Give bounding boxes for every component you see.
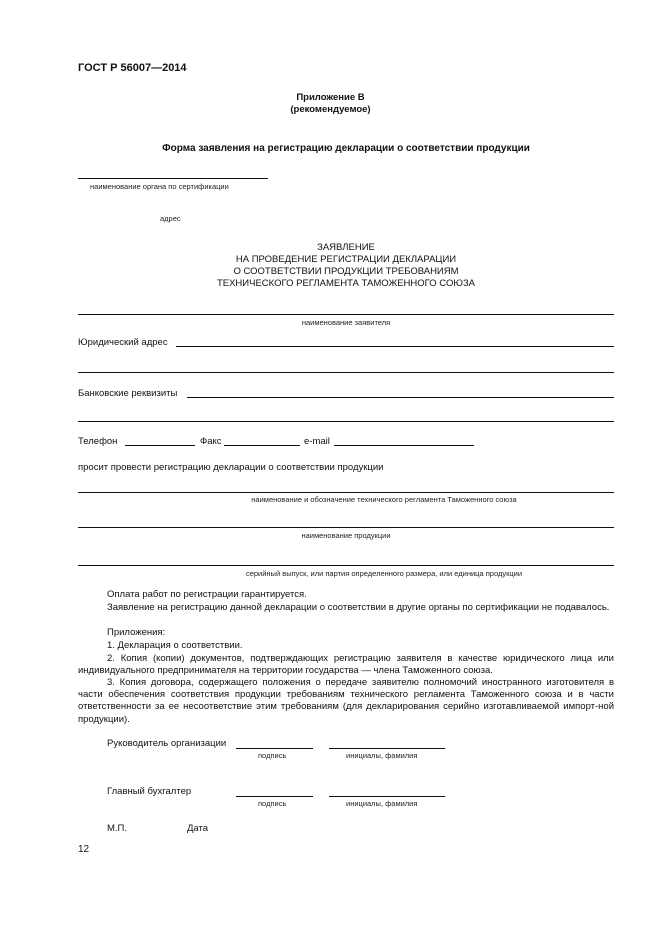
bank-details-field[interactable] — [187, 397, 614, 398]
regulation-caption: наименование и обозначение технического регламента Таможенного союза — [251, 495, 517, 504]
appendix-title: Приложение В — [296, 92, 365, 103]
form-heading: Форма заявления на регистрацию декларации о соответствии продукции — [162, 143, 530, 154]
attachment-item-1: 1. Декларация о соответствии. — [107, 640, 243, 651]
standard-number: ГОСТ Р 56007—2014 — [78, 62, 187, 74]
head-name-caption: инициалы, фамилия — [346, 751, 418, 760]
certification-body-line[interactable] — [78, 178, 268, 179]
request-text: просит провести регистрацию декларации о соответствии продукции — [78, 462, 384, 473]
chief-accountant-label: Главный бухгалтер — [107, 786, 192, 797]
series-line[interactable] — [78, 565, 614, 566]
appendix-subtitle: (рекомендуемое) — [290, 104, 371, 115]
fax-field[interactable] — [224, 445, 300, 446]
date-label: Дата — [187, 823, 209, 834]
fax-label: Факс — [200, 436, 222, 447]
bank-details-label: Банковские реквизиты — [78, 388, 178, 399]
accountant-name-caption: инициалы, фамилия — [346, 799, 418, 808]
statement-title-line: ЗАЯВЛЕНИЕ — [317, 242, 375, 253]
statement-title — [0, 242, 661, 290]
stamp-label: М.П. — [107, 823, 128, 834]
head-signature-caption: подпись — [258, 751, 287, 760]
applicant-name-caption: наименование заявителя — [301, 318, 391, 327]
statement-title-line: ТЕХНИЧЕСКОГО РЕГЛАМЕНТА ТАМОЖЕННОГО СОЮЗА — [216, 278, 476, 289]
legal-address-label: Юридический адрес — [78, 337, 168, 348]
applicant-name-line[interactable] — [78, 314, 614, 315]
statement-title-line: О СООТВЕТСТВИИ ПРОДУКЦИИ ТРЕБОВАНИЯМ — [233, 266, 459, 277]
address-label: адрес — [160, 214, 181, 223]
head-name-field[interactable] — [329, 748, 445, 749]
page-number: 12 — [78, 844, 90, 855]
head-signature-field[interactable] — [236, 748, 313, 749]
legal-address-field[interactable] — [176, 346, 614, 347]
payment-guarantee: Оплата работ по регистрации гарантируется. — [107, 589, 307, 600]
bank-details-field-2[interactable] — [78, 421, 614, 422]
series-caption: серийный выпуск, или партия определенного размера, или единица продукции — [245, 569, 523, 578]
accountant-signature-caption: подпись — [258, 799, 287, 808]
certification-body-caption: наименование органа по сертификации — [90, 182, 229, 191]
email-field[interactable] — [334, 445, 474, 446]
attachments-label: Приложения: — [107, 627, 166, 638]
phone-label: Телефон — [78, 436, 118, 447]
statement-title-line: НА ПРОВЕДЕНИЕ РЕГИСТРАЦИИ ДЕКЛАРАЦИИ — [235, 254, 457, 265]
regulation-line[interactable] — [78, 492, 614, 493]
phone-field[interactable] — [125, 445, 195, 446]
email-label: e-mail — [304, 436, 330, 447]
product-line[interactable] — [78, 527, 614, 528]
product-caption: наименование продукции — [301, 531, 391, 540]
attachment-item-2: 2. Копия (копии) документов, подтверждающих регистрацию заявителя в качестве юридического лица или индивидуального предпринимателя на территории государства — члена Таможенного союза. — [78, 653, 614, 677]
accountant-signature-field[interactable] — [236, 796, 313, 797]
no-other-submission: Заявление на регистрацию данной декларации о соответствии в другие органы по сертификации не подавалось. — [107, 602, 610, 613]
accountant-name-field[interactable] — [329, 796, 445, 797]
legal-address-field-2[interactable] — [78, 372, 614, 373]
attachment-item-3: 3. Копия договора, содержащего положения о передаче заявителю полномочий иностранного изготовителя в части обеспечения соответствия продукции требованиям технического регламента Таможенного союза и в части ответственности за ее несоответствие этим требованиям (для декларирования серийно изготавливаемой импорт-ной продукции). — [78, 677, 614, 725]
head-of-organization-label: Руководитель организации — [107, 738, 227, 749]
